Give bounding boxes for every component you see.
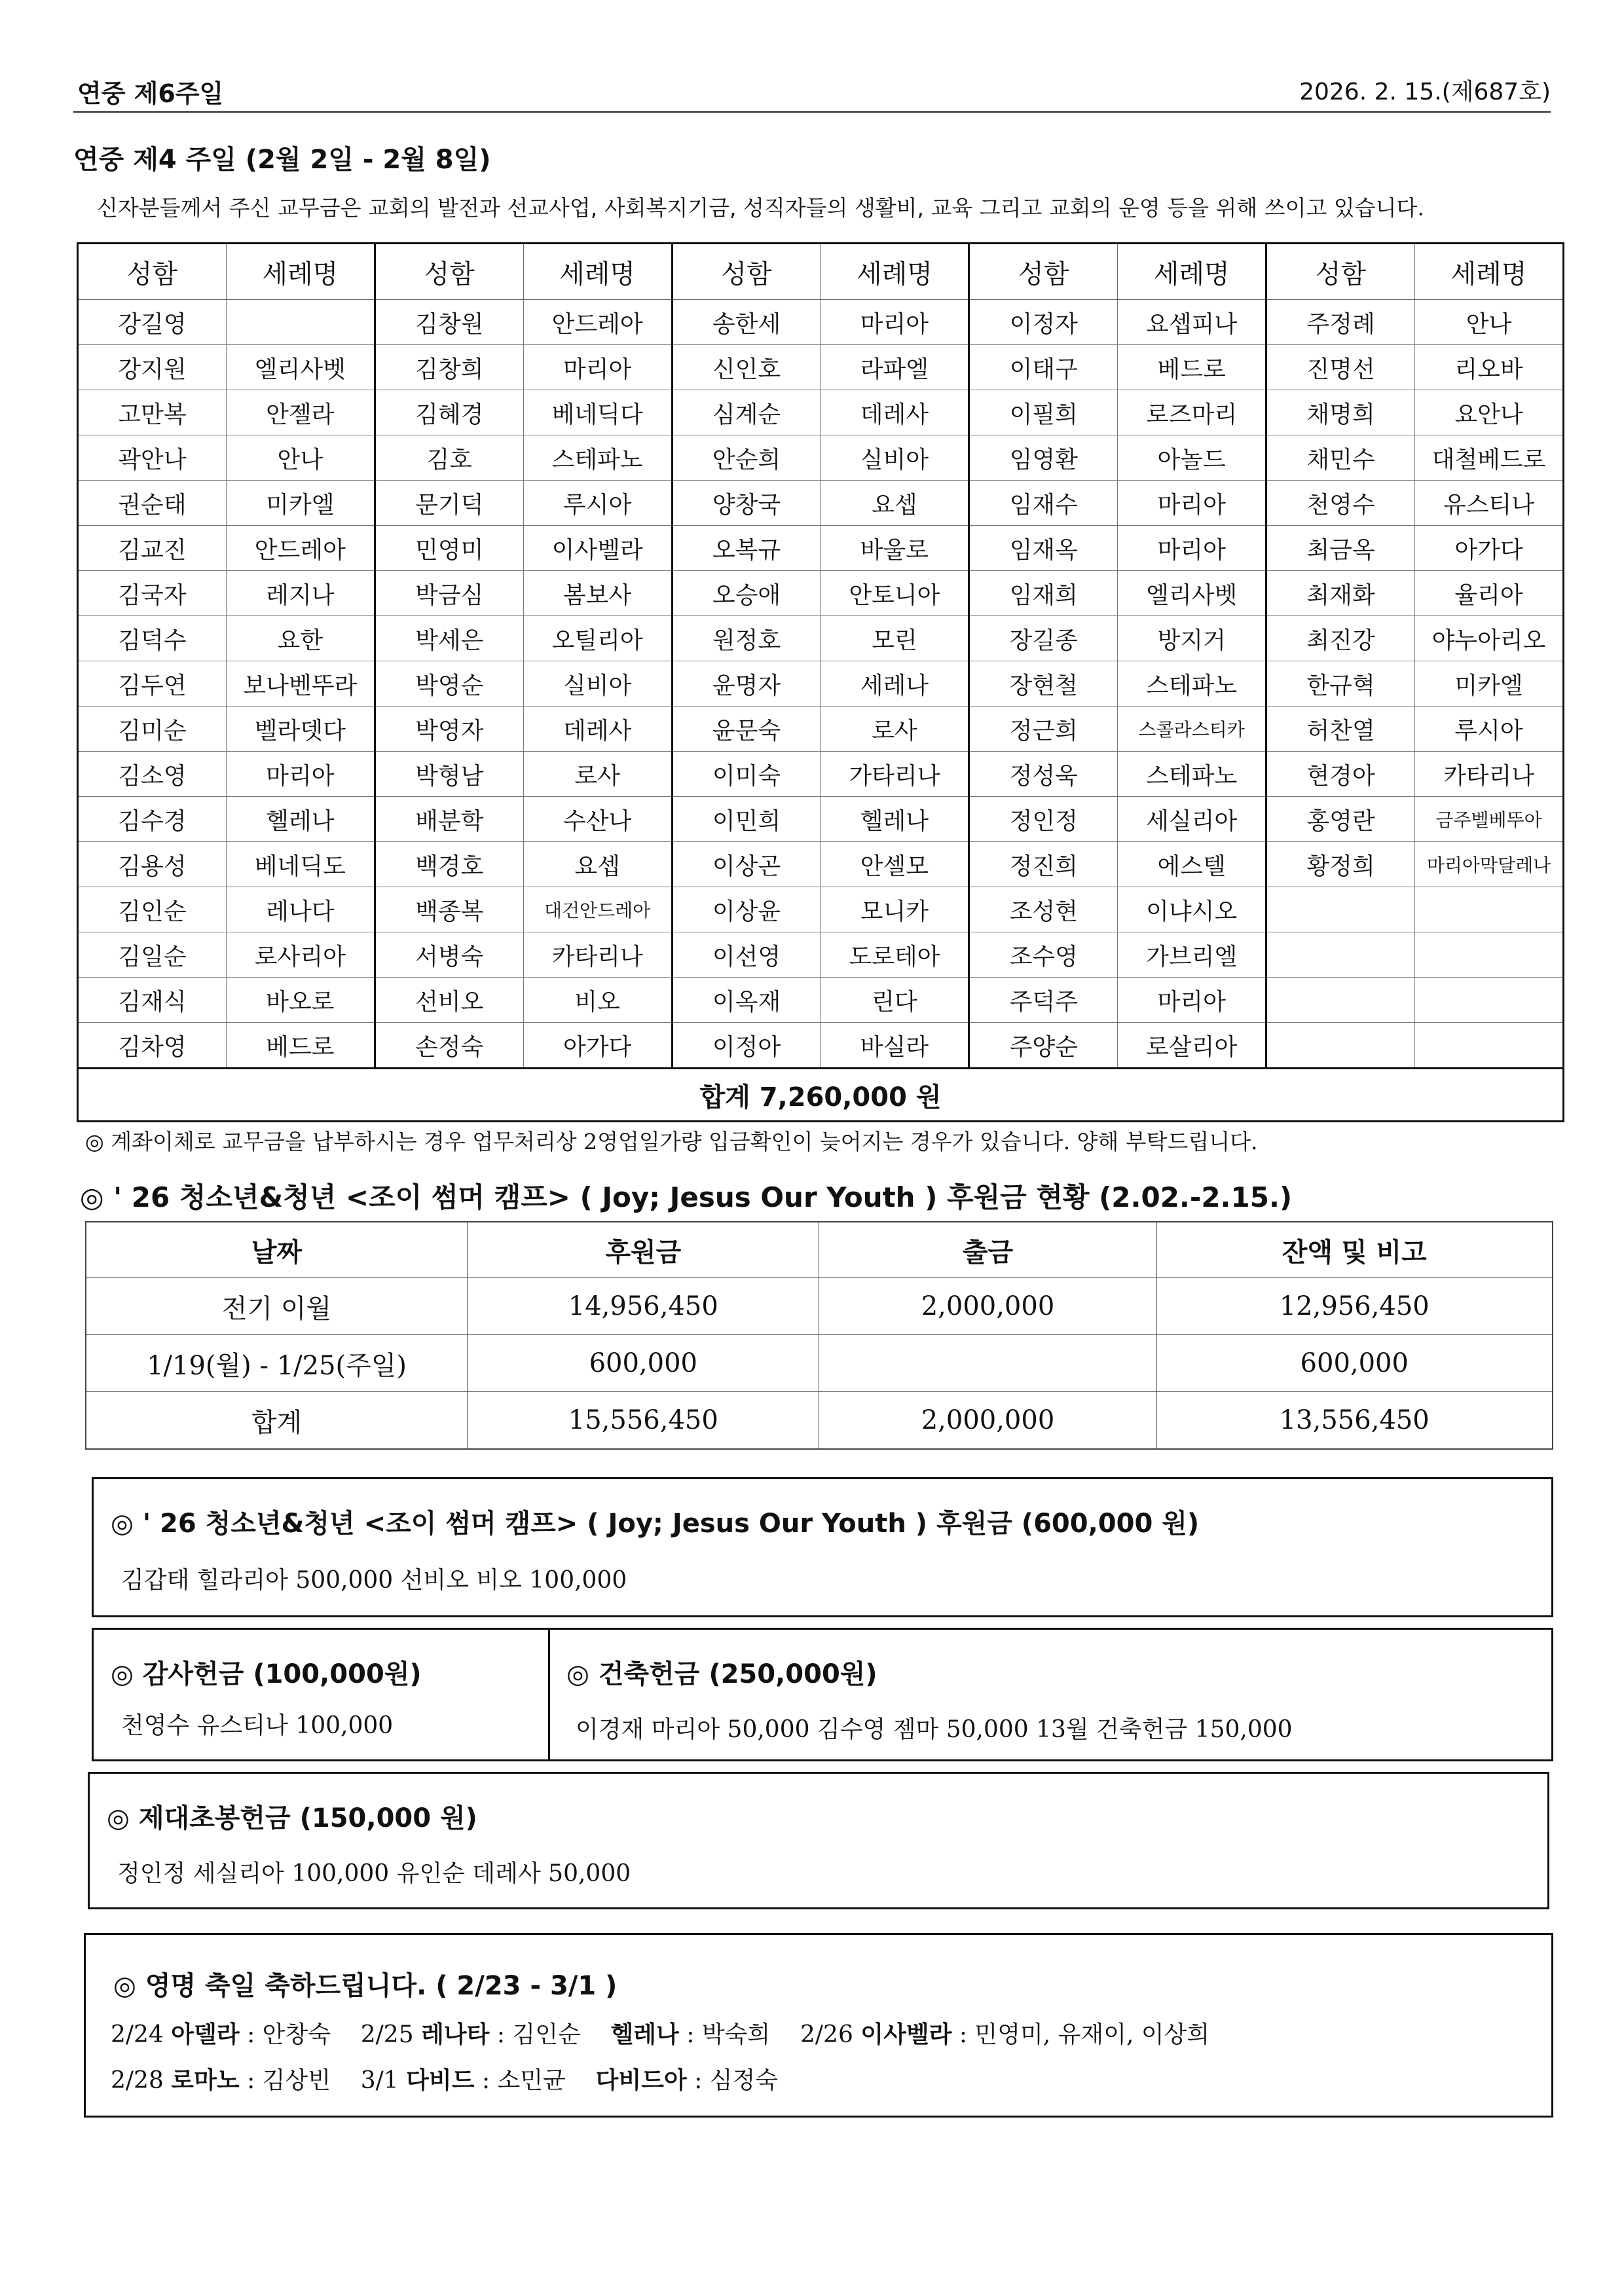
donor-row bbox=[78, 707, 1564, 752]
donor-name: 이태구 bbox=[969, 345, 1118, 390]
donor-row bbox=[78, 1023, 1564, 1069]
donor-name: 김재식 bbox=[78, 978, 227, 1023]
baptismal-name: 카타리나 bbox=[1415, 752, 1564, 797]
col-header-name: 성함 bbox=[672, 244, 821, 300]
altar-candle-content: 정인정 세실리아 100,000 유인순 데레사 50,000 bbox=[117, 1860, 631, 1887]
donor-name: 문기덕 bbox=[375, 481, 523, 526]
baptismal-name: 로사 bbox=[821, 707, 969, 752]
donor-name: 황정희 bbox=[1266, 842, 1415, 887]
split-divider bbox=[548, 1630, 550, 1759]
donor-name: 고만복 bbox=[78, 390, 227, 435]
baptismal-name: 수산나 bbox=[523, 797, 672, 842]
feast-saint-name: 로마노 bbox=[171, 2066, 240, 2094]
col-header-baptismal-name: 세례명 bbox=[821, 244, 969, 300]
bulletin-date: 2026. 2. 15.(제687호) bbox=[1299, 79, 1551, 105]
baptismal-name: 스콜라스티카 bbox=[1118, 707, 1266, 752]
baptismal-name: 대건안드레아 bbox=[523, 887, 672, 932]
donor-name: 박형남 bbox=[375, 752, 523, 797]
donor-name: 김미순 bbox=[78, 707, 227, 752]
baptismal-name: 요한 bbox=[226, 616, 375, 661]
baptismal-name: 대철베드로 bbox=[1415, 435, 1564, 481]
donor-row bbox=[78, 842, 1564, 887]
baptismal-name: 벨라뎃다 bbox=[226, 707, 375, 752]
donor-name: 김소영 bbox=[78, 752, 227, 797]
col-header-baptismal-name: 세례명 bbox=[1415, 244, 1564, 300]
baptismal-name: 로사 bbox=[523, 752, 672, 797]
offering-split-box bbox=[92, 1628, 1553, 1761]
baptismal-name: 이냐시오 bbox=[1118, 887, 1266, 932]
fund-col-header: 잔액 및 비고 bbox=[1156, 1222, 1553, 1278]
baptismal-name: 스테파노 bbox=[1118, 752, 1266, 797]
baptismal-name: 도로테아 bbox=[821, 932, 969, 978]
donor-name: 이옥재 bbox=[672, 978, 821, 1023]
donor-total: 합계 7,260,000 원 bbox=[78, 1069, 1564, 1122]
donor-name: 송한세 bbox=[672, 300, 821, 345]
baptismal-name: 로즈마리 bbox=[1118, 390, 1266, 435]
donor-name: 김차영 bbox=[78, 1023, 227, 1069]
donor-name: 심계순 bbox=[672, 390, 821, 435]
donor-name: 박금심 bbox=[375, 571, 523, 616]
donor-name: 홍영란 bbox=[1266, 797, 1415, 842]
donor-row bbox=[78, 616, 1564, 661]
baptismal-name: 마리아 bbox=[1118, 978, 1266, 1023]
baptismal-name: 마리아 bbox=[1118, 526, 1266, 571]
donor-name: 윤문숙 bbox=[672, 707, 821, 752]
donor-name: 이필희 bbox=[969, 390, 1118, 435]
donor-name: 임재수 bbox=[969, 481, 1118, 526]
baptismal-name: 리오바 bbox=[1415, 345, 1564, 390]
baptismal-name: 안드레아 bbox=[523, 300, 672, 345]
baptismal-name: 요안나 bbox=[1415, 390, 1564, 435]
donor-name bbox=[1266, 1023, 1415, 1069]
donor-name: 백종복 bbox=[375, 887, 523, 932]
baptismal-name: 이사벨라 bbox=[523, 526, 672, 571]
donor-name: 곽안나 bbox=[78, 435, 227, 481]
donor-name: 백경호 bbox=[375, 842, 523, 887]
thanks-offering-content: 천영수 유스티나 100,000 bbox=[121, 1712, 394, 1739]
fund-status-title: ◎ ' 26 청소년&청년 <조이 썸머 캠프> ( Joy; Jesus Our Youth ) 후원금 현황 (2.02.-2.15.) bbox=[80, 1181, 1293, 1213]
donor-row bbox=[78, 435, 1564, 481]
donor-name: 서병숙 bbox=[375, 932, 523, 978]
donor-name: 민영미 bbox=[375, 526, 523, 571]
baptismal-name: 가브리엘 bbox=[1118, 932, 1266, 978]
baptismal-name: 안나 bbox=[1415, 300, 1564, 345]
fund-status-table bbox=[85, 1221, 1553, 1450]
donor-name: 한규혁 bbox=[1266, 661, 1415, 707]
baptismal-name: 스테파노 bbox=[1118, 661, 1266, 707]
baptismal-name: 미카엘 bbox=[1415, 661, 1564, 707]
feast-date: 2/25 bbox=[360, 2021, 414, 2048]
baptismal-name bbox=[226, 300, 375, 345]
baptismal-name: 로살리아 bbox=[1118, 1023, 1266, 1069]
baptismal-name: 마리아 bbox=[1118, 481, 1266, 526]
donor-name: 현경아 bbox=[1266, 752, 1415, 797]
col-header-name: 성함 bbox=[78, 244, 227, 300]
donor-name: 선비오 bbox=[375, 978, 523, 1023]
fund-row bbox=[86, 1335, 1553, 1392]
feast-people: : 김상빈 bbox=[247, 2067, 331, 2094]
donor-name: 김용성 bbox=[78, 842, 227, 887]
donor-row bbox=[78, 978, 1564, 1023]
baptismal-name: 실비아 bbox=[523, 661, 672, 707]
baptismal-name: 레나다 bbox=[226, 887, 375, 932]
donor-row bbox=[78, 571, 1564, 616]
bulletin-week: 연중 제6주일 bbox=[77, 79, 224, 108]
donor-name: 강길영 bbox=[78, 300, 227, 345]
feast-saint-name: 다비드 bbox=[406, 2066, 475, 2094]
donor-name: 신인호 bbox=[672, 345, 821, 390]
baptismal-name: 비오 bbox=[523, 978, 672, 1023]
baptismal-name: 로사리아 bbox=[226, 932, 375, 978]
donor-name: 손정숙 bbox=[375, 1023, 523, 1069]
donor-table bbox=[77, 242, 1564, 1122]
donor-header-row bbox=[78, 244, 1564, 300]
baptismal-name: 베네딕다 bbox=[523, 390, 672, 435]
donor-name: 허찬열 bbox=[1266, 707, 1415, 752]
feast-people: : 심정숙 bbox=[694, 2067, 779, 2094]
baptismal-name bbox=[1415, 932, 1564, 978]
baptismal-name: 아가다 bbox=[1415, 526, 1564, 571]
baptismal-name: 보나벤뚜라 bbox=[226, 661, 375, 707]
donor-row bbox=[78, 481, 1564, 526]
donor-name: 이민희 bbox=[672, 797, 821, 842]
donor-name: 김수경 bbox=[78, 797, 227, 842]
baptismal-name: 루시아 bbox=[523, 481, 672, 526]
donor-name bbox=[1266, 887, 1415, 932]
fund-col-header: 출금 bbox=[819, 1222, 1156, 1278]
donor-name: 이상윤 bbox=[672, 887, 821, 932]
baptismal-name: 아가다 bbox=[523, 1023, 672, 1069]
col-header-baptismal-name: 세례명 bbox=[523, 244, 672, 300]
fund-cell: 600,000 bbox=[1156, 1335, 1553, 1392]
feast-people: : 소민균 bbox=[481, 2067, 566, 2094]
baptismal-name: 엘리사벳 bbox=[226, 345, 375, 390]
donor-name: 김인순 bbox=[78, 887, 227, 932]
feast-saint-name: 레나타 bbox=[421, 2021, 490, 2048]
baptismal-name: 바실라 bbox=[821, 1023, 969, 1069]
fund-cell: 2,000,000 bbox=[819, 1392, 1156, 1450]
donor-row bbox=[78, 797, 1564, 842]
baptismal-name: 모린 bbox=[821, 616, 969, 661]
baptismal-name: 유스티나 bbox=[1415, 481, 1564, 526]
fund-col-header: 날짜 bbox=[86, 1222, 468, 1278]
donor-name: 윤명자 bbox=[672, 661, 821, 707]
fund-cell: 2,000,000 bbox=[819, 1278, 1156, 1335]
donor-name: 박영순 bbox=[375, 661, 523, 707]
donor-row bbox=[78, 661, 1564, 707]
baptismal-name: 안드레아 bbox=[226, 526, 375, 571]
fund-cell: 12,956,450 bbox=[1156, 1278, 1553, 1335]
donor-row bbox=[78, 526, 1564, 571]
donor-name: 정진희 bbox=[969, 842, 1118, 887]
donor-name: 정인정 bbox=[969, 797, 1118, 842]
baptismal-name: 베네딕도 bbox=[226, 842, 375, 887]
altar-candle-title: ◎ 제대초봉헌금 (150,000 원) bbox=[107, 1803, 477, 1833]
donor-name: 천영수 bbox=[1266, 481, 1415, 526]
baptismal-name: 오틸리아 bbox=[523, 616, 672, 661]
donor-name: 채명희 bbox=[1266, 390, 1415, 435]
baptismal-name: 마리아 bbox=[821, 300, 969, 345]
fund-cell: 1/19(월) - 1/25(주일) bbox=[86, 1335, 468, 1392]
baptismal-name: 가타리나 bbox=[821, 752, 969, 797]
baptismal-name: 율리아 bbox=[1415, 571, 1564, 616]
baptismal-name: 모니카 bbox=[821, 887, 969, 932]
donor-name: 임재옥 bbox=[969, 526, 1118, 571]
baptismal-name: 헬레나 bbox=[821, 797, 969, 842]
feast-day-title: ◎ 영명 축일 축하드립니다. ( 2/23 - 3/1 ) bbox=[113, 1971, 618, 2001]
donor-row bbox=[78, 390, 1564, 435]
donor-name: 박영자 bbox=[375, 707, 523, 752]
baptismal-name: 바울로 bbox=[821, 526, 969, 571]
baptismal-name: 데레사 bbox=[821, 390, 969, 435]
donor-name: 김두연 bbox=[78, 661, 227, 707]
donor-name: 강지원 bbox=[78, 345, 227, 390]
baptismal-name: 미카엘 bbox=[226, 481, 375, 526]
baptismal-name: 안토니아 bbox=[821, 571, 969, 616]
baptismal-name: 안나 bbox=[226, 435, 375, 481]
fund-cell: 전기 이월 bbox=[86, 1278, 468, 1335]
col-header-baptismal-name: 세례명 bbox=[1118, 244, 1266, 300]
donor-name: 정근희 bbox=[969, 707, 1118, 752]
donor-name: 배분학 bbox=[375, 797, 523, 842]
donor-name: 조성현 bbox=[969, 887, 1118, 932]
feast-day-box bbox=[84, 1933, 1553, 2118]
donor-row bbox=[78, 932, 1564, 978]
donor-name: 김교진 bbox=[78, 526, 227, 571]
baptismal-name: 린다 bbox=[821, 978, 969, 1023]
thanks-offering-title: ◎ 감사헌금 (100,000원) bbox=[111, 1659, 422, 1689]
col-header-name: 성함 bbox=[1266, 244, 1415, 300]
feast-people: : 김인순 bbox=[496, 2021, 581, 2048]
donor-name: 오승애 bbox=[672, 571, 821, 616]
baptismal-name: 라파엘 bbox=[821, 345, 969, 390]
donor-name: 양창국 bbox=[672, 481, 821, 526]
donor-name: 정성욱 bbox=[969, 752, 1118, 797]
donor-name: 김혜경 bbox=[375, 390, 523, 435]
offering-section-title: 연중 제4 주일 (2월 2일 - 2월 8일) bbox=[73, 145, 491, 175]
donor-name: 채민수 bbox=[1266, 435, 1415, 481]
baptismal-name: 실비아 bbox=[821, 435, 969, 481]
donor-row bbox=[78, 345, 1564, 390]
donor-name: 조수영 bbox=[969, 932, 1118, 978]
baptismal-name: 마리아 bbox=[226, 752, 375, 797]
col-header-name: 성함 bbox=[969, 244, 1118, 300]
donor-name: 이상곤 bbox=[672, 842, 821, 887]
offering-intro: 신자분들께서 주신 교무금은 교회의 발전과 선교사업, 사회복지기금, 성직자들의 생활비, 교육 그리고 교회의 운영 등을 위해 쓰이고 있습니다. bbox=[97, 195, 1424, 221]
fund-cell: 600,000 bbox=[468, 1335, 819, 1392]
baptismal-name: 레지나 bbox=[226, 571, 375, 616]
donor-row bbox=[78, 300, 1564, 345]
baptismal-name: 요셉피나 bbox=[1118, 300, 1266, 345]
baptismal-name: 세레나 bbox=[821, 661, 969, 707]
feast-line-1 bbox=[111, 2016, 1209, 2049]
fund-col-header: 후원금 bbox=[468, 1222, 819, 1278]
donor-name: 오복규 bbox=[672, 526, 821, 571]
fund-cell: 합계 bbox=[86, 1392, 468, 1450]
col-header-baptismal-name: 세례명 bbox=[226, 244, 375, 300]
feast-date: 2/26 bbox=[800, 2021, 853, 2048]
donor-name: 최재화 bbox=[1266, 571, 1415, 616]
fund-cell bbox=[819, 1335, 1156, 1392]
baptismal-name: 금주벨베뚜아 bbox=[1415, 797, 1564, 842]
donor-name: 주정례 bbox=[1266, 300, 1415, 345]
fund-header-row bbox=[86, 1222, 1553, 1278]
baptismal-name: 요셉 bbox=[523, 842, 672, 887]
baptismal-name: 마리아막달레나 bbox=[1415, 842, 1564, 887]
donor-name: 원정호 bbox=[672, 616, 821, 661]
baptismal-name: 에스텔 bbox=[1118, 842, 1266, 887]
baptismal-name: 베드로 bbox=[226, 1023, 375, 1069]
donor-name: 주양순 bbox=[969, 1023, 1118, 1069]
baptismal-name: 스테파노 bbox=[523, 435, 672, 481]
donor-name: 박세은 bbox=[375, 616, 523, 661]
donor-name: 김일순 bbox=[78, 932, 227, 978]
feast-saint-name: 아델라 bbox=[171, 2021, 240, 2048]
baptismal-name: 요셉 bbox=[821, 481, 969, 526]
feast-date: 2/28 bbox=[111, 2067, 164, 2094]
baptismal-name: 안셀모 bbox=[821, 842, 969, 887]
baptismal-name bbox=[1415, 978, 1564, 1023]
baptismal-name: 안젤라 bbox=[226, 390, 375, 435]
baptismal-name bbox=[1415, 887, 1564, 932]
feast-saint-name: 이사벨라 bbox=[860, 2021, 952, 2048]
baptismal-name: 베드로 bbox=[1118, 345, 1266, 390]
donor-name: 김덕수 bbox=[78, 616, 227, 661]
camp-donation-content: 김갑태 힐라리아 500,000 선비오 비오 100,000 bbox=[121, 1567, 627, 1594]
donor-name: 임영환 bbox=[969, 435, 1118, 481]
donor-name: 김국자 bbox=[78, 571, 227, 616]
donor-name: 이선영 bbox=[672, 932, 821, 978]
donor-name bbox=[1266, 978, 1415, 1023]
donor-name: 진명선 bbox=[1266, 345, 1415, 390]
feast-people: : 박숙희 bbox=[686, 2021, 771, 2048]
donor-name: 권순태 bbox=[78, 481, 227, 526]
building-offering-title: ◎ 건축헌금 (250,000원) bbox=[566, 1659, 877, 1689]
baptismal-name: 방지거 bbox=[1118, 616, 1266, 661]
altar-candle-box bbox=[88, 1772, 1549, 1909]
donor-row bbox=[78, 887, 1564, 932]
donor-name: 이정아 bbox=[672, 1023, 821, 1069]
building-offering-content: 이경재 마리아 50,000 김수영 젬마 50,000 13월 건축헌금 150,000 bbox=[576, 1716, 1293, 1743]
donor-name: 김창희 bbox=[375, 345, 523, 390]
baptismal-name: 헬레나 bbox=[226, 797, 375, 842]
fund-row bbox=[86, 1392, 1553, 1450]
baptismal-name: 카타리나 bbox=[523, 932, 672, 978]
baptismal-name: 마리아 bbox=[523, 345, 672, 390]
feast-people: : 안창숙 bbox=[247, 2021, 331, 2048]
baptismal-name: 야누아리오 bbox=[1415, 616, 1564, 661]
baptismal-name: 데레사 bbox=[523, 707, 672, 752]
donor-name: 최진강 bbox=[1266, 616, 1415, 661]
donor-name: 안순희 bbox=[672, 435, 821, 481]
header-divider bbox=[73, 111, 1551, 113]
baptismal-name bbox=[1415, 1023, 1564, 1069]
baptismal-name: 루시아 bbox=[1415, 707, 1564, 752]
donor-name: 장현철 bbox=[969, 661, 1118, 707]
donor-name: 이정자 bbox=[969, 300, 1118, 345]
baptismal-name: 세실리아 bbox=[1118, 797, 1266, 842]
baptismal-name: 봄보사 bbox=[523, 571, 672, 616]
feast-saint-name: 다비드아 bbox=[595, 2066, 687, 2094]
donor-name: 김창원 bbox=[375, 300, 523, 345]
donor-name: 이미숙 bbox=[672, 752, 821, 797]
feast-date: 3/1 bbox=[360, 2067, 399, 2094]
transfer-note: ◎ 계좌이체로 교무금을 납부하시는 경우 업무처리상 2영업일가량 입금확인이 늦어지는 경우가 있습니다. 양해 부탁드립니다. bbox=[85, 1129, 1258, 1154]
donor-name: 김호 bbox=[375, 435, 523, 481]
fund-row bbox=[86, 1278, 1553, 1335]
fund-cell: 14,956,450 bbox=[468, 1278, 819, 1335]
fund-cell: 15,556,450 bbox=[468, 1392, 819, 1450]
col-header-name: 성함 bbox=[375, 244, 523, 300]
feast-people: : 민영미, 유재이, 이상희 bbox=[959, 2021, 1210, 2048]
baptismal-name: 바오로 bbox=[226, 978, 375, 1023]
donor-total-row bbox=[78, 1069, 1564, 1122]
donor-name: 최금옥 bbox=[1266, 526, 1415, 571]
donor-name: 장길종 bbox=[969, 616, 1118, 661]
baptismal-name: 엘리사벳 bbox=[1118, 571, 1266, 616]
feast-line-2 bbox=[111, 2062, 778, 2095]
baptismal-name: 아놀드 bbox=[1118, 435, 1266, 481]
donor-name bbox=[1266, 932, 1415, 978]
feast-saint-name: 헬레나 bbox=[610, 2021, 679, 2048]
donor-name: 주덕주 bbox=[969, 978, 1118, 1023]
feast-date: 2/24 bbox=[111, 2021, 164, 2048]
camp-donation-title: ◎ ' 26 청소년&청년 <조이 썸머 캠프> ( Joy; Jesus Our Youth ) 후원금 (600,000 원) bbox=[111, 1509, 1200, 1539]
fund-cell: 13,556,450 bbox=[1156, 1392, 1553, 1450]
donor-row bbox=[78, 752, 1564, 797]
donor-name: 임재희 bbox=[969, 571, 1118, 616]
camp-donation-box bbox=[92, 1477, 1553, 1617]
